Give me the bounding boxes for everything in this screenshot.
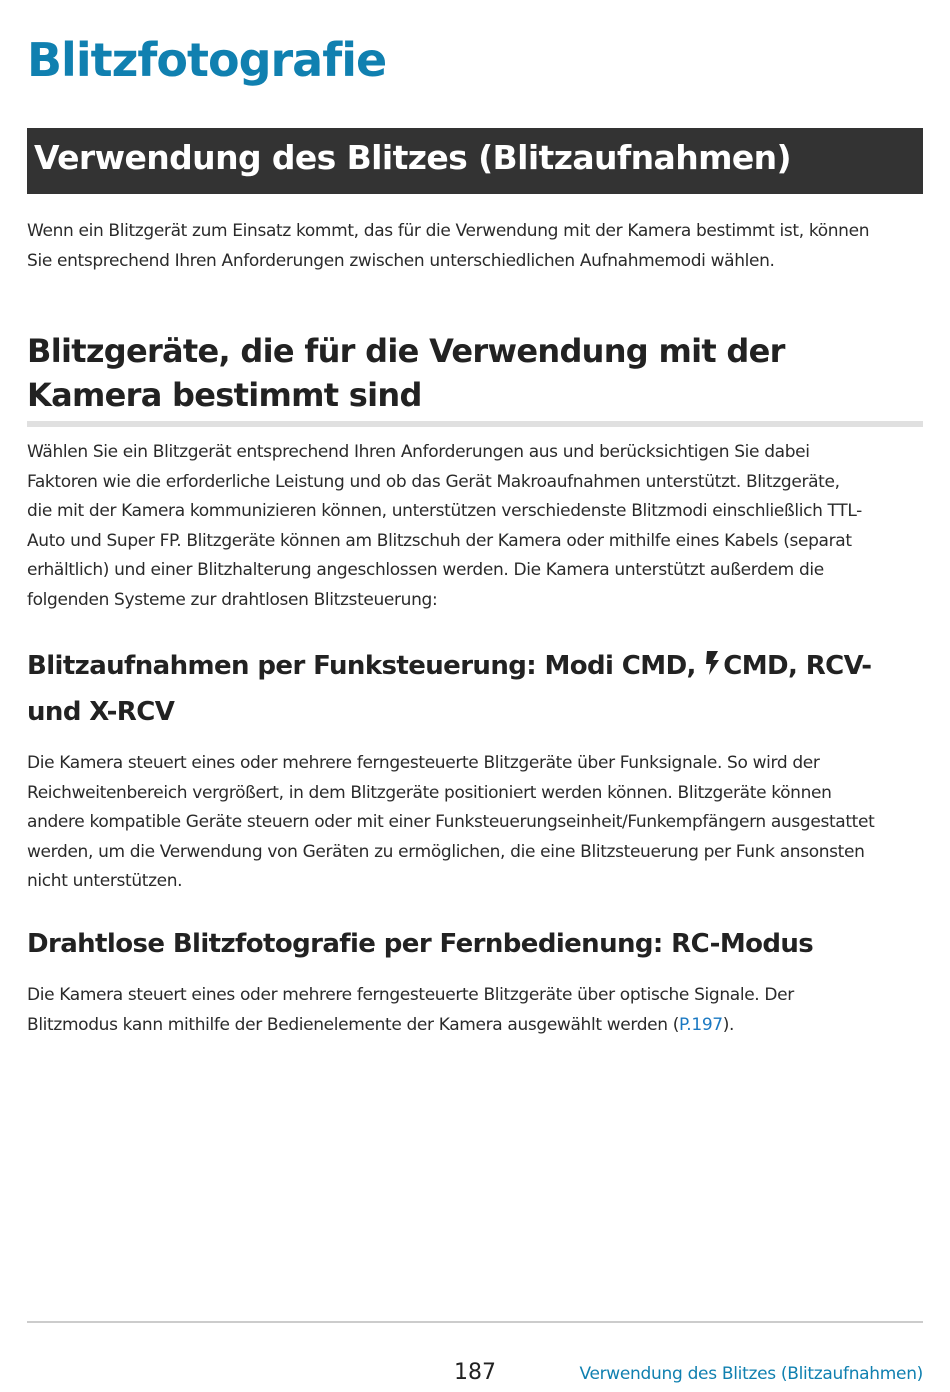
footer-section-link[interactable]: Verwendung des Blitzes (Blitzaufnahmen) (579, 1364, 923, 1384)
subsection-heading-line (27, 643, 927, 689)
page-number: 187 (454, 1360, 496, 1385)
section-heading-line: Kamera bestimmt sind (27, 376, 422, 414)
paragraph-line (27, 1011, 923, 1041)
heading-text: CMD, RCV- (723, 651, 872, 681)
subsection-heading-rc-mode (27, 921, 927, 967)
paragraph-text: ). (722, 1014, 735, 1035)
intro-line: Sie entsprechend Ihren Anforderungen zwischen unterschiedlichen Aufnahmemodi wählen. (27, 250, 775, 271)
paragraph-line: Reichweitenbereich vergrößert, in dem Blitzgeräte positioniert werden können. Blitzgeräte können (27, 782, 832, 803)
rc-mode-paragraph (27, 981, 923, 1040)
paragraph-line: nicht unterstützen. (27, 871, 183, 892)
section-heading-line: Blitzgeräte, die für die Verwendung mit der (27, 332, 785, 370)
flash-bolt-icon (704, 649, 722, 677)
paragraph-line: erhältlich) und einer Blitzhalterung angeschlossen werden. Die Kamera unterstützt außerdem die (27, 560, 824, 581)
paragraph-line: Die Kamera steuert eines oder mehrere ferngesteuerte Blitzgeräte über Funksignale. So wird der (27, 753, 820, 773)
paragraph-line: Wählen Sie ein Blitzgerät entsprechend Ihren Anforderungen aus und berücksichtigen Sie dabei (27, 442, 810, 462)
paragraph-text: Blitzmodus kann mithilfe der Bedienelemente der Kamera ausgewählt werden ( (27, 1014, 680, 1035)
subsection-heading-radio-control (27, 643, 927, 735)
paragraph-line: werden, um die Verwendung von Geräten zu ermöglichen, die eine Blitzsteuerung per Funk ansonsten (27, 841, 865, 862)
paragraph-line: Faktoren wie die erforderliche Leistung und ob das Gerät Makroaufnahmen unterstützt. Blitzgeräte, (27, 471, 840, 492)
flash-units-paragraph (27, 438, 923, 616)
page-reference-link[interactable]: P.197 (679, 1014, 723, 1035)
page-title: Blitzfotografie (27, 33, 387, 87)
paragraph-line: die mit der Kamera kommunizieren können, unterstützen verschiedenste Blitzmodi einschließlich TTL- (27, 501, 862, 522)
footer-divider (27, 1321, 923, 1323)
section-banner (27, 128, 923, 194)
paragraph-line: Die Kamera steuert eines oder mehrere ferngesteuerte Blitzgeräte über optische Signale. Der (27, 985, 794, 1005)
intro-paragraph (27, 217, 923, 276)
radio-control-paragraph (27, 749, 923, 897)
section-banner-title: Verwendung des Blitzes (Blitzaufnahmen) (34, 138, 792, 177)
subsection-heading-line: und X-RCV (27, 697, 175, 727)
heading-text: Blitzaufnahmen per Funksteuerung: Modi CMD, (27, 651, 705, 681)
intro-line: Wenn ein Blitzgerät zum Einsatz kommt, das für die Verwendung mit der Kamera bestimmt ist, können (27, 221, 870, 241)
section-heading-divider (27, 421, 923, 427)
paragraph-line: Auto und Super FP. Blitzgeräte können am Blitzschuh der Kamera oder mithilfe eines Kabels (separat (27, 530, 852, 551)
paragraph-line: folgenden Systeme zur drahtlosen Blitzsteuerung: (27, 589, 438, 610)
section-heading-flash-units (27, 329, 923, 417)
subsection-heading-line: Drahtlose Blitzfotografie per Fernbedienung: RC-Modus (27, 929, 814, 959)
paragraph-line: andere kompatible Geräte steuern oder mit einer Funksteuerungseinheit/Funkempfängern ausgestattet (27, 812, 875, 833)
